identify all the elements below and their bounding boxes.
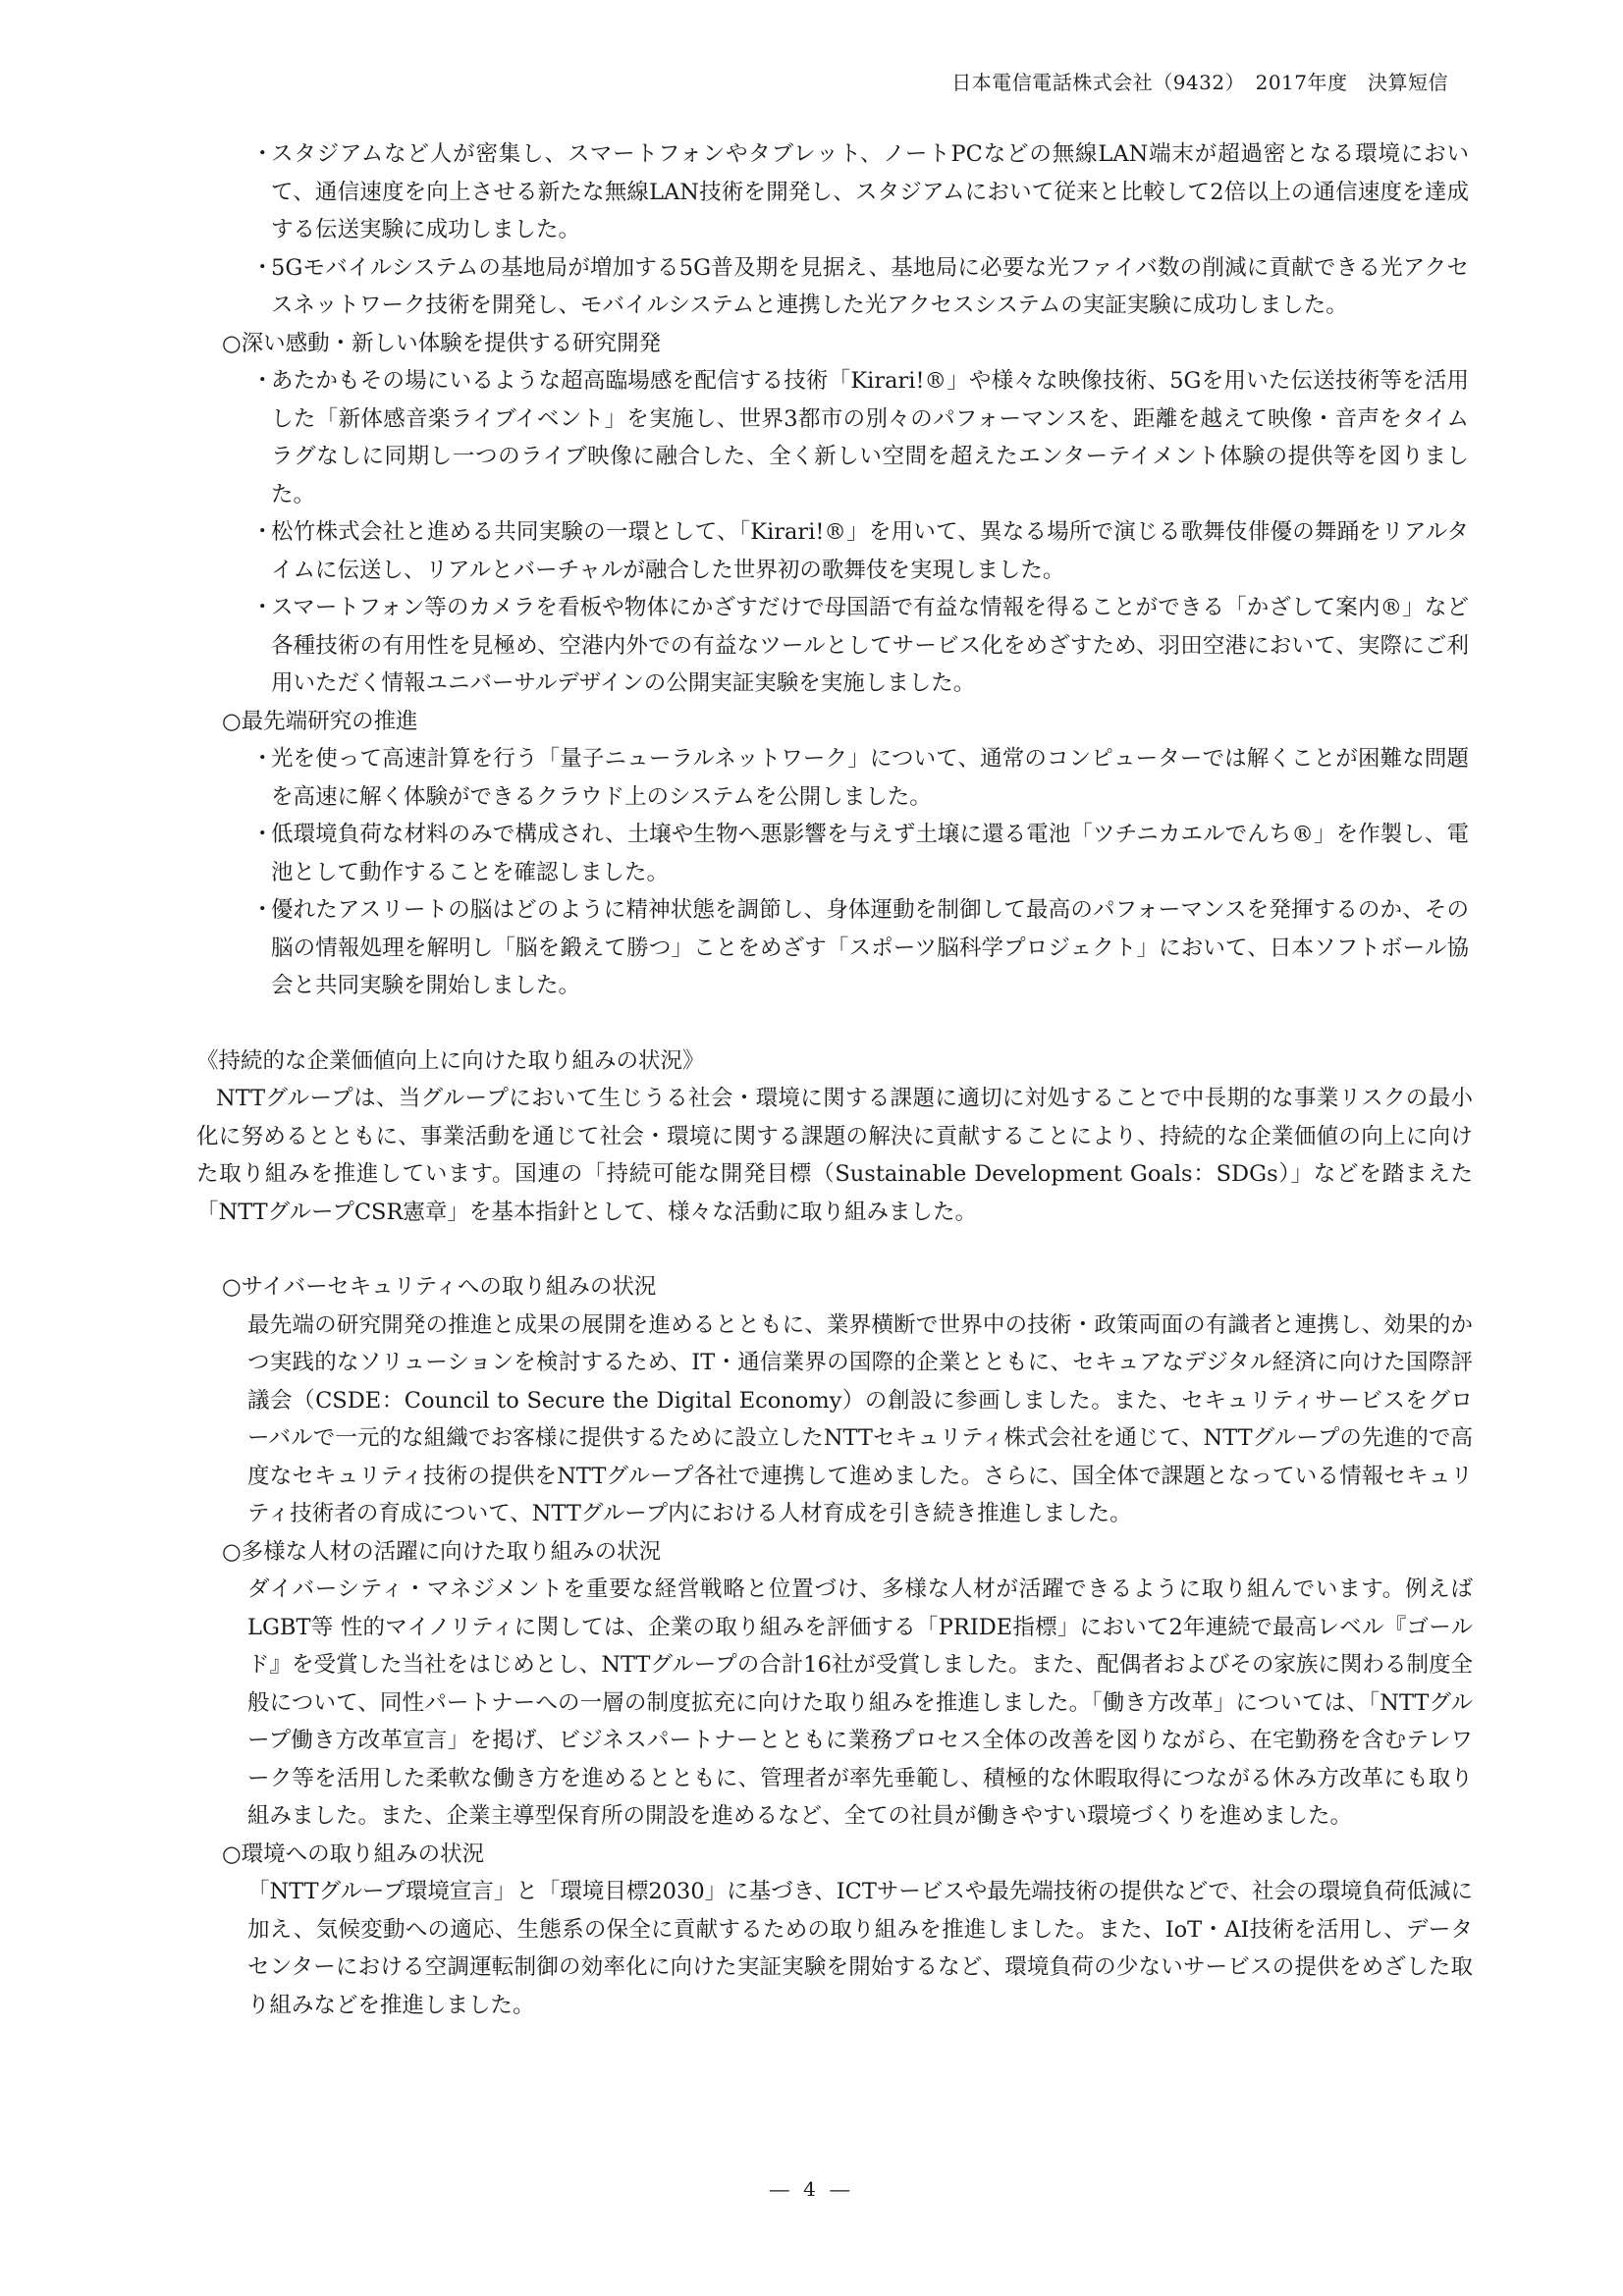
sustainability-lead-paragraph: NTTグループは、当グループにおいて生じうる社会・環境に関する課題に適切に対処することで中長期的な事業リスクの最小化に努めるとともに、事業活動を通じて社会・環境に関する課題の解決に貢献することにより、持続的な企業価値の向上に向けた取り組みを推進しています。国連の「持続可能な開発目標（Sustainable Development Goals：SDGs）」などを踏まえた「NTTグループCSR憲章」を基本指針として、様々な活動に取り組みました。: [196, 1086, 1473, 1225]
list-item: [251, 135, 1473, 249]
document-header: 日本電信電話株式会社（9432） 2017年度 決算短信: [951, 71, 1448, 94]
paragraph-cyber-security: 最先端の研究開発の推進と成果の展開を進めるとともに、業界横断で世界中の技術・政策両面の有識者と連携し、効果的かつ実践的なソリューションを検討するため、IT・通信業界の国際的企業とともに、セキュアなデジタル経済に向けた国際評議会（CSDE：Council to Secure the Digital Economy）の創設に参画しました。また、セキュリティサービスをグローバルで一元的な組織でお客様に提供するために設立したNTTセキュリティ株式会社を通じて、NTTグループの先進的で高度なセキュリティ技術の提供をNTTグループ各社で連携して進めました。さらに、国全体で課題となっている情報セキュリティ技術者の育成について、NTTグループ内における人材育成を引き続き推進しました。: [247, 1311, 1473, 1526]
paragraph-environment: 「NTTグループ環境宣言」と「環境目標2030」に基づき、ICTサービスや最先端技術の提供などで、社会の環境負荷低減に加え、気候変動への適応、生態系の保全に貢献するための取り組みを推進しました。また、IoT・AI技術を活用し、データセンターにおける空調運転制御の効率化に向けた実証実験を開始するなど、環境負荷の少ないサービスの提供をめざした取り組みなどを推進しました。: [247, 1879, 1473, 2018]
list-item: [251, 589, 1473, 703]
bullet-text: あたかもその場にいるような超高臨場感を配信する技術「Kirari!®」や様々な映像技術、5Gを用いた伝送技術等を活用した「新体感音楽ライブイベント」を実施し、世界3都市の別々のパフォーマンスを、距離を越えて映像・音声をタイムラグなしに同期し一つのライブ映像に融合した、全く新しい空間を超えたエンターテイメント体験の提供等を図りました。: [271, 368, 1469, 507]
list-item: [251, 513, 1473, 589]
page-number: ― 4 ―: [769, 2177, 854, 2201]
bullet-mark: ・: [251, 254, 274, 281]
heading-cyber-security: ○サイバーセキュリティへの取り組みの状況: [222, 1274, 657, 1300]
bullet-text: 光を使って高速計算を行う「量子ニューラルネットワーク」について、通常のコンピューターでは解くことが困難な問題を高速に解く体験ができるクラウド上のシステムを公開しました。: [271, 746, 1469, 810]
bullet-text: 優れたアスリートの脳はどのように精神状態を調節し、身体運動を制御して最高のパフォーマンスを発揮するのか、その脳の情報処理を解明し「脳を鍛えて勝つ」ことをめざす「スポーツ脳科学プロジェクト」において、日本ソフトボール協会と共同実験を開始しました。: [271, 897, 1469, 998]
heading-diversity: ○多様な人材の活躍に向けた取り組みの状況: [222, 1538, 662, 1565]
bullet-mark: ・: [251, 368, 274, 394]
heading-environment: ○環境への取り組みの状況: [222, 1841, 485, 1867]
list-item: [251, 249, 1473, 325]
bullet-text: 5Gモバイルシステムの基地局が増加する5G普及期を見据え、基地局に必要な光ファイバ数の削減に貢献できる光アクセスネットワーク技術を開発し、モバイルシステムと連携した光アクセスシステムの実証実験に成功しました。: [271, 254, 1469, 318]
bullet-text: 低環境負荷な材料のみで構成され、土壌や生物へ悪影響を与えず土壌に還る電池「ツチニカエルでんち®」を作製し、電池として動作することを確認しました。: [271, 822, 1469, 885]
spacer: [196, 1231, 1473, 1268]
list-item: [251, 891, 1473, 1005]
list-item: [251, 740, 1473, 816]
bullet-mark: ・: [251, 746, 274, 772]
section-heading-advanced: ○最先端研究の推進: [222, 708, 418, 734]
list-item: [251, 362, 1473, 513]
section-heading-deep: ○深い感動・新しい体験を提供する研究開発: [222, 330, 662, 356]
top-bullets: [196, 135, 1473, 2024]
paragraph-diversity: ダイバーシティ・マネジメントを重要な経営戦略と位置づけ、多様な人材が活躍できるように取り組んでいます。例えばLGBT等 性的マイノリティに関しては、企業の取り組みを評価する「PRIDE指標」において2年連続で最高レベル『ゴールド』を受賞した当社をはじめとし、NTTグループの合計16社が受賞しました。また、配偶者およびその家族に関わる制度全般について、同性パートナーへの一層の制度拡充に向けた取り組みを推進しました。「働き方改革」については、「NTTグループ働き方改革宣言」を掲げ、ビジネスパートナーとともに業務プロセス全体の改善を図りながら、在宅勤務を含むテレワーク等を活用した柔軟な働き方を進めるとともに、管理者が率先垂範し、積極的な休暇取得につながる休み方改革にも取り組みました。また、企業主導型保育所の開設を進めるなど、全ての社員が働きやすい環境づくりを進めました。: [247, 1576, 1473, 1829]
bullet-mark: ・: [251, 141, 274, 167]
bullet-mark: ・: [251, 897, 274, 923]
bullet-mark: ・: [251, 519, 274, 545]
bullet-mark: ・: [251, 595, 274, 620]
page-body: [196, 135, 1473, 2024]
section-title-sustainability: 《持続的な企業価値向上に向けた取り組みの状況》: [196, 1047, 705, 1074]
bullet-mark: ・: [251, 822, 274, 847]
bullet-text: スマートフォン等のカメラを看板や物体にかざすだけで母国語で有益な情報を得ることができる「かざして案内®」など各種技術の有用性を見極め、空港内外での有益なツールとしてサービス化をめざすため、羽田空港において、実際にご利用いただく情報ユニバーサルデザインの公開実証実験を実施しました。: [271, 595, 1469, 696]
bullet-text: 松竹株式会社と進める共同実験の一環として、「Kirari!®」を用いて、異なる場所で演じる歌舞伎俳優の舞踊をリアルタイムに伝送し、リアルとバーチャルが融合した世界初の歌舞伎を実現しました。: [271, 519, 1469, 583]
bullet-text: スタジアムなど人が密集し、スマートフォンやタブレット、ノートPCなどの無線LAN端末が超過密となる環境において、通信速度を向上させる新たな無線LAN技術を開発し、スタジアムにおいて従来と比較して2倍以上の通信速度を達成する伝送実験に成功しました。: [271, 141, 1469, 242]
list-item: [251, 816, 1473, 891]
